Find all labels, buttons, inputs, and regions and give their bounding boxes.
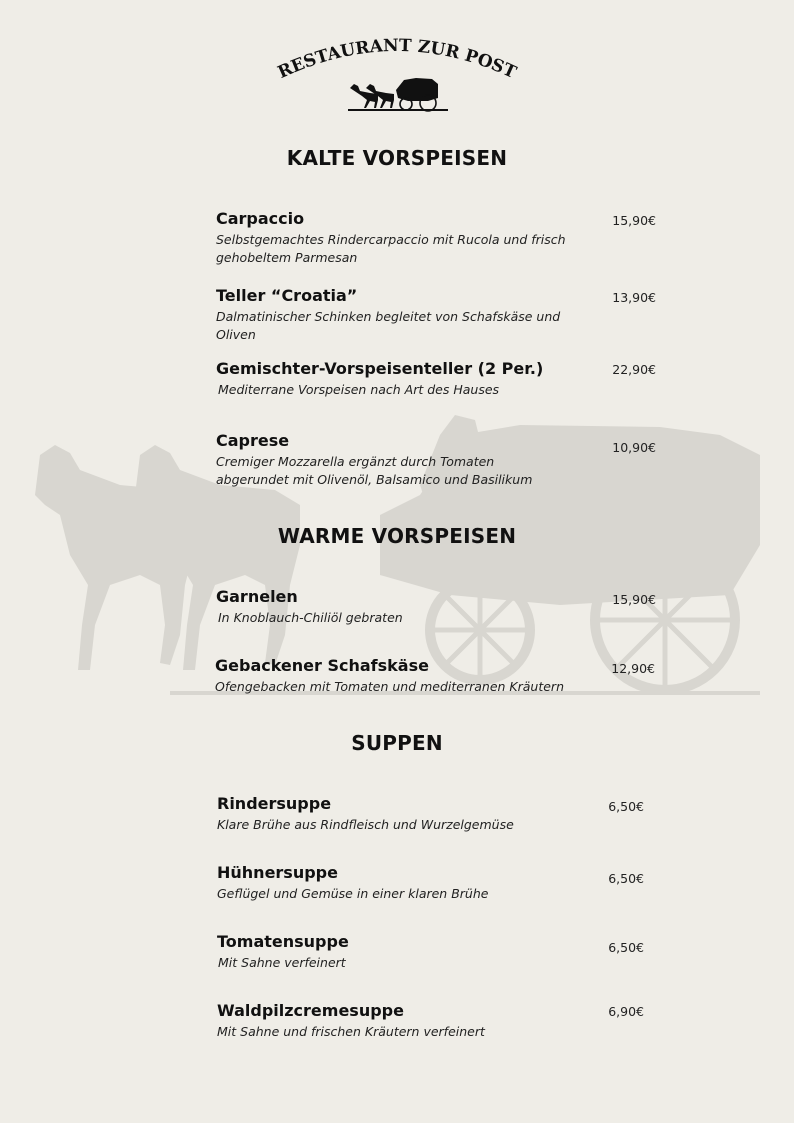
item-description: Geflügel und Gemüse in einer klaren Brühe: [217, 886, 489, 901]
menu-item: [217, 932, 657, 972]
item-name: Waldpilzcremesuppe: [217, 1001, 404, 1020]
item-name: Teller “Croatia”: [216, 286, 358, 305]
item-price: 13,90€: [612, 290, 656, 305]
menu-item: [217, 863, 657, 903]
restaurant-name: RESTAURANT ZUR POST: [274, 35, 520, 83]
menu-item: [217, 1001, 657, 1041]
item-description: Mit Sahne und frischen Kräutern verfeinert: [217, 1024, 485, 1039]
item-name: Hühnersuppe: [217, 863, 338, 882]
menu-item: [216, 209, 656, 267]
item-description: Mediterrane Vorspeisen nach Art des Hauses: [218, 382, 500, 397]
item-price: 6,50€: [608, 799, 644, 814]
menu-item: [216, 286, 656, 344]
menu-item: [216, 431, 656, 489]
item-name: Caprese: [216, 431, 290, 450]
section-title-warme-vorspeisen: WARME VORSPEISEN: [277, 524, 517, 548]
item-price: 6,50€: [608, 940, 644, 955]
item-price: 6,90€: [608, 1004, 644, 1019]
item-price: 22,90€: [612, 362, 656, 377]
item-description: Ofengebacken mit Tomaten und mediterranen Kräutern: [215, 679, 564, 694]
section-title-suppen: SUPPEN: [351, 731, 443, 755]
item-price: 15,90€: [612, 213, 656, 228]
section-title-kalte-vorspeisen: KALTE VORSPEISEN: [286, 146, 508, 170]
item-price: 15,90€: [612, 592, 656, 607]
item-price: 6,50€: [608, 871, 644, 886]
menu-item: [216, 359, 656, 399]
item-description: Mit Sahne verfeinert: [218, 955, 346, 970]
item-description: Dalmatinischer Schinken begleitet von Schafskäse und Oliven: [216, 309, 561, 342]
carriage-logo-icon: [348, 74, 448, 112]
menu-item: [216, 587, 656, 627]
item-name: Tomatensuppe: [217, 932, 349, 951]
restaurant-logo: [270, 30, 524, 120]
menu-item: [217, 794, 657, 834]
item-description: Klare Brühe aus Rindfleisch und Wurzelgemüse: [217, 817, 514, 832]
menu-item: [215, 656, 655, 696]
item-price: 12,90€: [611, 661, 655, 676]
item-name: Garnelen: [216, 587, 298, 606]
item-name: Rindersuppe: [217, 794, 332, 813]
item-description: Selbstgemachtes Rindercarpaccio mit Rucola und frisch gehobeltem Parmesan: [216, 232, 566, 265]
item-price: 10,90€: [612, 440, 656, 455]
item-name: Gebackener Schafskäse: [215, 656, 429, 675]
item-name: Carpaccio: [216, 209, 305, 228]
item-name: Gemischter-Vorspeisenteller (2 Per.): [216, 359, 544, 378]
item-description: In Knoblauch-Chiliöl gebraten: [218, 610, 403, 625]
item-description: Cremiger Mozzarella ergänzt durch Tomaten abgerundet mit Olivenöl, Balsamico und Basilikum: [216, 454, 533, 487]
